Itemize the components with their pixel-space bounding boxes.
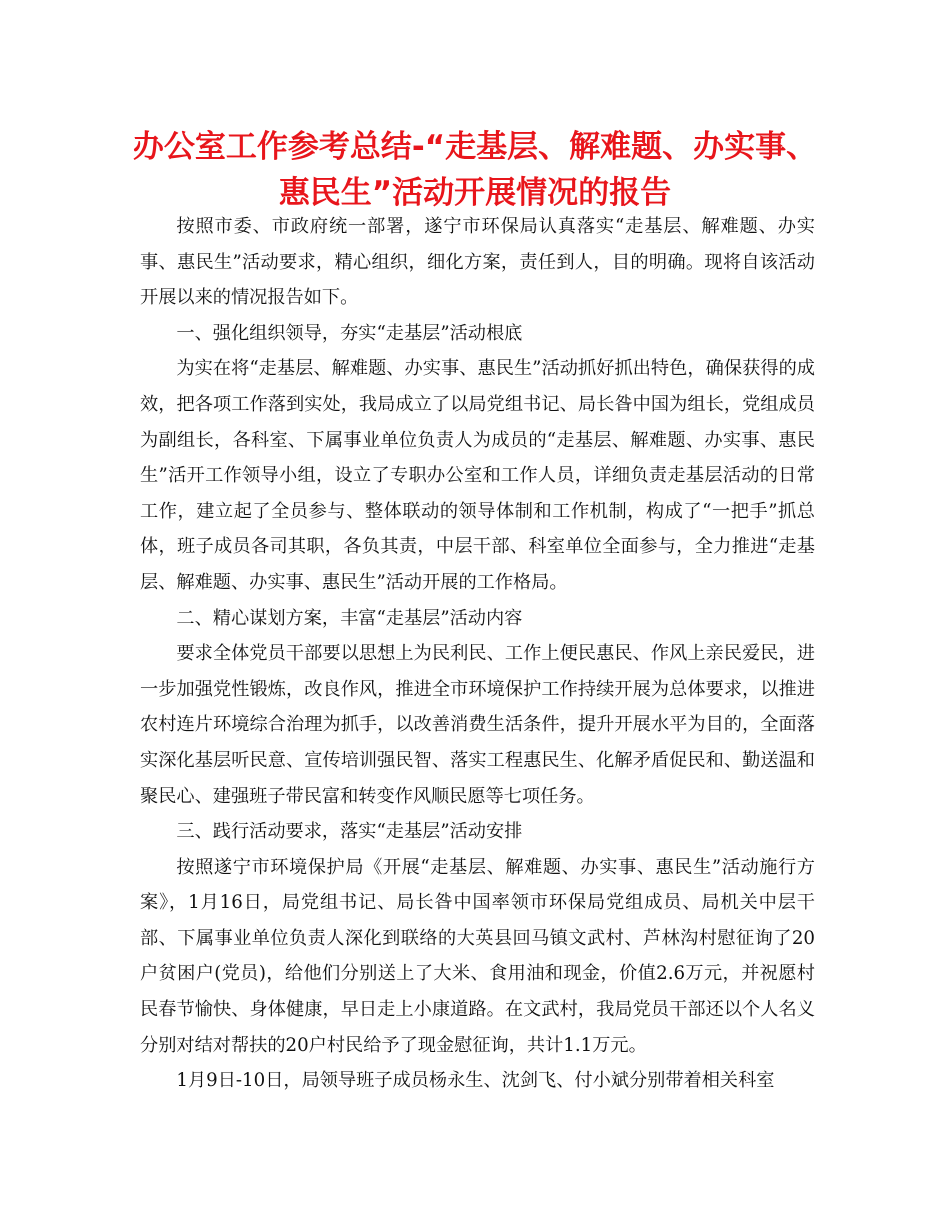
document-body (140, 209, 815, 1099)
body-paragraph: 要求全体党员干部要以思想上为民利民、工作上便民惠民、作风上亲民爱民，进一步加强党性锻炼，改良作风，推进全市环境保护工作持续开展为总体要求，以推进农村连片环境综合治理为抓手，以改善消费生活条件，提升开展水平为目的，全面落实深化基层听民意、宣传培训强民智、落实工程惠民生、化解矛盾促民和、勤送温和聚民心、建强班子带民富和转变作风顺民愿等七项任务。 (140, 643, 815, 807)
body-paragraph: 为实在将“走基层、解难题、办实事、惠民生”活动抓好抓出特色，确保获得的成效，把各项工作落到实处，我局成立了以局党组书记、局长昝中国为组长，党组成员为副组长，各科室、下属事业单位负责人为成员的“走基层、解难题、办实事、惠民生”活开工作领导小组，设立了专职办公室和工作人员，详细负责走基层活动的日常工作，建立起了全员参与、整体联动的领导体制和工作机制，构成了“一把手”抓总体，班子成员各司其职，各负其责，中层干部、科室单位全面参与，全力推进“走基层、解难题、办实事、惠民生”活动开展的工作格局。 (140, 358, 815, 593)
section-heading-2: 二、精心谋划方案，丰富“走基层”活动内容 (176, 607, 523, 629)
document-title-line-1: 办公室工作参考总结-“走基层、解难题、办实事、 (132, 129, 818, 165)
document-title-line-2: 惠民生”活动开展情况的报告 (278, 175, 672, 211)
body-paragraph-intro: 按照市委、市政府统一部署，遂宁市环保局认真落实“走基层、解难题、办实事、惠民生”活动要求，精心组织，细化方案，责任到人，目的明确。现将自该活动开展以来的情况报告如下。 (140, 216, 815, 309)
section-heading-3: 三、践行活动要求，落实“走基层”活动安排 (176, 821, 523, 843)
section-heading-1: 一、强化组织领导，夯实“走基层”活动根底 (176, 322, 523, 344)
body-paragraph: 按照遂宁市环境保护局《开展“走基层、解难题、办实事、惠民生”活动施行方案》，1月16日，局党组书记、局长昝中国率领市环保局党组成员、局机关中层干部、下属事业单位负责人深化到联络的大英县回马镇文武村、芦林沟村慰征询了20户贫困户(党员)，给他们分别送上了大米、食用油和现金，价值2.6万元，并祝愿村民春节愉快、身体健康，早日走上小康道路。在文武村，我局党员干部还以个人名义分别对结对帮扶的20户村民给予了现金慰征询，共计1.1万元。 (140, 856, 815, 1056)
body-paragraph: 1月9日-10日，局领导班子成员杨永生、沈剑飞、付小斌分别带着相关科室 (176, 1070, 775, 1092)
